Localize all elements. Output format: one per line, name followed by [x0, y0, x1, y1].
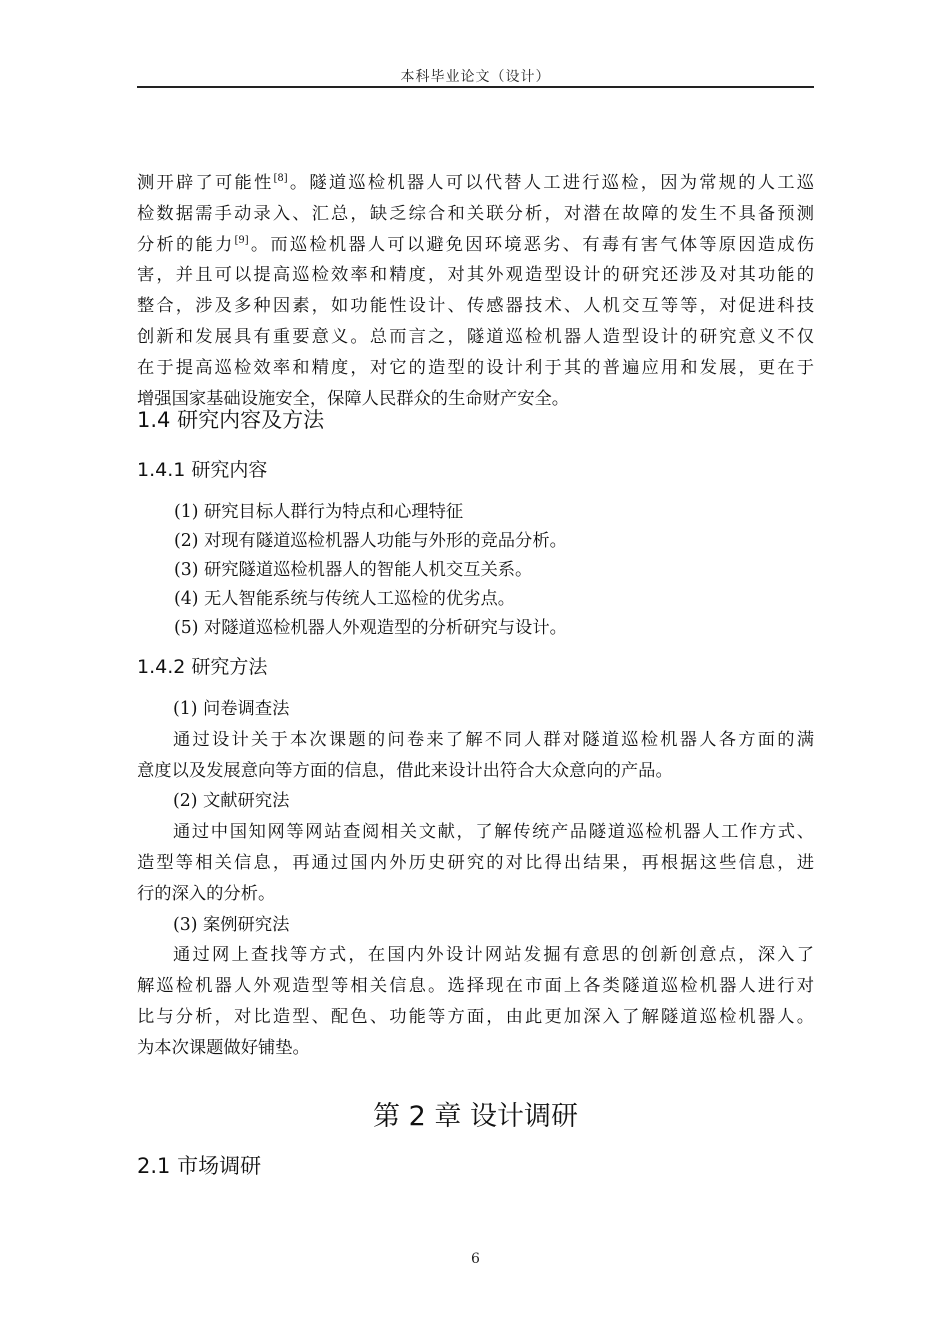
method-1-line-2: 意度以及发展意向等方面的信息，借此来设计出符合大众意向的产品。	[137, 760, 673, 781]
intro-line-5: 整合，涉及多种因素，如功能性设计、传感器技术、人机交互等等，对促进科技	[137, 296, 814, 317]
research-content-list	[174, 498, 567, 643]
research-methods	[137, 694, 814, 1064]
list-item: (5) 对隧道巡检机器人外观造型的分析研究与设计。	[174, 618, 567, 638]
intro-line-6: 创新和发展具有重要意义。总而言之，隧道巡检机器人造型设计的研究意义不仅	[137, 326, 814, 347]
method-2-label: (2) 文献研究法	[173, 791, 290, 812]
method-2-line-1: 通过中国知网等网站查阅相关文献，了解传统产品隧道巡检机器人工作方式、	[173, 822, 814, 843]
citation-9[interactable]: [9]	[234, 234, 249, 246]
method-3-label: (3) 案例研究法	[173, 914, 290, 935]
method-3-line-1: 通过网上查找等方式，在国内外设计网站发掘有意思的创新创意点，深入了	[173, 945, 814, 966]
section-title-1-4-2: 1.4.2 研究方法	[137, 656, 268, 678]
method-2-line-2: 造型等相关信息，再通过国内外历史研究的对比得出结果，再根据这些信息，进	[137, 852, 814, 873]
intro-paragraph	[137, 168, 814, 414]
list-item: (1) 研究目标人群行为特点和心理特征	[174, 502, 464, 522]
running-header: 本科毕业论文（设计）	[400, 69, 551, 85]
intro-line-4: 害，并且可以提高巡检效率和精度，对其外观造型设计的研究还涉及对其功能的	[137, 265, 814, 286]
intro-line-7: 在于提高巡检效率和精度，对它的造型的设计利于其的普遍应用和发展，更在于	[137, 357, 814, 378]
intro-line-2: 检数据需手动录入、汇总，缺乏综合和关联分析，对潜在故障的发生不具备预测	[137, 203, 814, 224]
method-2-line-3: 行的深入的分析。	[137, 883, 276, 904]
intro-line-1: 测开辟了可能性[8]。隧道巡检机器人可以代替人工进行巡检，因为常规的人工巡	[137, 173, 814, 193]
list-item: (4) 无人智能系统与传统人工巡检的优劣点。	[174, 589, 516, 609]
method-3-line-3: 比与分析，对比造型、配色、功能等方面，由此更加深入了解隧道巡检机器人。	[137, 1006, 814, 1027]
method-1-label: (1) 问卷调查法	[173, 699, 290, 719]
list-item: (3) 研究隧道巡检机器人的智能人机交互关系。	[174, 560, 533, 580]
method-3-line-2: 解巡检机器人外观造型等相关信息。选择现在市面上各类隧道巡检机器人进行对	[137, 976, 814, 997]
section-title-1-4-1: 1.4.1 研究内容	[137, 459, 268, 481]
citation-8[interactable]: [8]	[273, 173, 288, 184]
method-3-line-4: 为本次课题做好铺垫。	[137, 1037, 310, 1058]
list-item: (2) 对现有隧道巡检机器人功能与外形的竞品分析。	[174, 531, 567, 551]
chapter-title-2: 第 2 章 设计调研	[373, 1101, 578, 1132]
header-rule	[137, 86, 814, 88]
page-number: 6	[471, 1251, 480, 1267]
intro-line-8: 增强国家基础设施安全，保障人民群众的生命财产安全。	[137, 388, 570, 409]
method-1-line-1: 通过设计关于本次课题的问卷来了解不同人群对隧道巡检机器人各方面的满	[173, 729, 814, 750]
intro-line-3: 分析的能力[9]。而巡检机器人可以避免因环境恶劣、有毒有害气体等原因造成伤	[137, 234, 814, 255]
section-title-1-4: 1.4 研究内容及方法	[137, 408, 325, 432]
section-title-2-1: 2.1 市场调研	[137, 1154, 262, 1178]
